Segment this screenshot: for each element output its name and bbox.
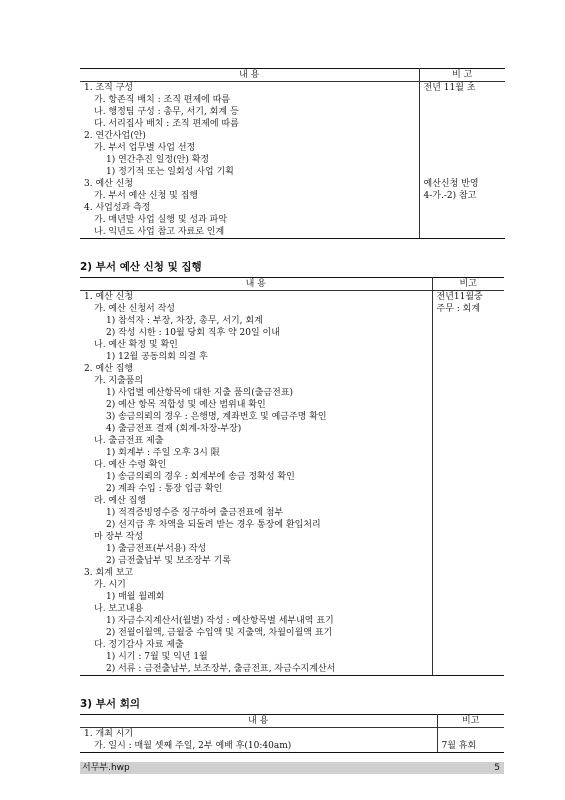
content-line: 3. 회계 보고 bbox=[84, 568, 134, 578]
content-line: 마 장부 작성 bbox=[94, 532, 144, 542]
content-line: 2) 금전출납부 및 보조장부 기록 bbox=[106, 556, 232, 566]
content-line: 1) 정기적 또는 일회성 사업 기획 bbox=[106, 167, 234, 177]
content-cell bbox=[80, 291, 432, 676]
content-line: 1. 조직 구성 bbox=[84, 83, 134, 93]
table-row bbox=[80, 142, 505, 154]
footer-filename: 서무부.hwp bbox=[82, 763, 130, 773]
content-line: 1) 자금수지계산서(월별) 작성 : 예산항목별 세부내역 표기 bbox=[106, 616, 334, 626]
content-line: 나. 출금전표 제출 bbox=[94, 436, 164, 446]
content-line: 나. 예산 확정 및 확인 bbox=[94, 340, 178, 350]
content-line: 1) 매월 월례회 bbox=[106, 592, 165, 602]
content-line: 4. 사업성과 측정 bbox=[84, 203, 151, 213]
content-line: 3. 예산 신청 bbox=[84, 179, 134, 189]
content-line: 1) 연간추진 일정(안) 확정 bbox=[106, 155, 210, 165]
content-line: 가. 시기 bbox=[94, 580, 126, 590]
content-header: 내 용 bbox=[80, 278, 432, 291]
table-row bbox=[80, 118, 505, 130]
content-line: 2) 예산 항목 적합성 및 예산 범위내 확인 bbox=[106, 400, 266, 410]
content-line: 나. 익년도 사업 참고 자료로 인계 bbox=[94, 227, 225, 237]
content-line: 가. 예산 신청서 작성 bbox=[94, 304, 175, 314]
content-line: 1) 시기 : 7월 및 익년 1월 bbox=[106, 652, 208, 662]
note-cell: 전년 11월 초 bbox=[423, 83, 476, 93]
organization-table bbox=[80, 68, 505, 239]
content-header: 내 용 bbox=[80, 715, 437, 728]
note-cell: 7월 휴회 bbox=[437, 740, 504, 753]
table-row bbox=[80, 82, 505, 95]
table-row bbox=[80, 740, 504, 753]
table-row bbox=[80, 178, 505, 190]
table-row bbox=[80, 106, 505, 118]
content-line: 2) 계좌 수입 : 통장 입금 확인 bbox=[106, 484, 223, 494]
content-line: 다. 정기감사 자료 제출 bbox=[94, 640, 184, 650]
table-row bbox=[80, 728, 504, 741]
note-cell bbox=[419, 166, 505, 178]
note-cell bbox=[437, 728, 504, 741]
section-title: 3) 부서 회의 bbox=[80, 698, 140, 710]
content-line: 1) 참석자 : 부장, 차장, 총무, 서기, 회계 bbox=[106, 316, 263, 326]
note-cell bbox=[419, 106, 505, 118]
note-cell: 전년11월중 주무 : 회계 bbox=[432, 291, 504, 676]
content-line: 2. 연간사업(안) bbox=[84, 131, 146, 141]
content-line: 1) 적격증빙영수증 징구하여 출금전표에 첨부 bbox=[106, 508, 284, 518]
table-row bbox=[80, 154, 505, 166]
section-title: 2) 부서 예산 신청 및 집행 bbox=[80, 261, 202, 273]
table-row bbox=[80, 130, 505, 142]
content-line: 나. 보고내용 bbox=[94, 604, 144, 614]
table-row bbox=[80, 190, 505, 202]
note-header: 비 고 bbox=[419, 69, 505, 82]
meeting-table bbox=[80, 714, 504, 753]
note-cell bbox=[419, 214, 505, 226]
content-line: 1) 회계부 : 주일 오후 3시 限 bbox=[106, 448, 220, 458]
table-row bbox=[80, 166, 505, 178]
content-line: 1) 사업별 예산항목에 대한 지출 품의(출금전표) bbox=[106, 388, 294, 398]
note-cell bbox=[419, 130, 505, 142]
content-line: 2) 서류 : 금전출납부, 보조장부, 출금전표, 자금수지계산서 bbox=[106, 664, 336, 674]
content-line: 나. 행정팀 구성 : 총무, 서기, 회계 등 bbox=[94, 107, 239, 117]
content-line: 가. 지출품의 bbox=[94, 376, 144, 386]
table-row bbox=[80, 214, 505, 226]
note-cell bbox=[419, 202, 505, 214]
content-line: 가. 부서 예산 신청 및 집행 bbox=[94, 191, 199, 201]
content-line: 3) 송금의뢰의 경우 : 은행명, 계좌번호 및 예금주명 확인 bbox=[106, 412, 327, 422]
content-lines bbox=[80, 291, 432, 675]
note-cell bbox=[419, 118, 505, 130]
table-row bbox=[80, 94, 505, 106]
note-cell bbox=[419, 142, 505, 154]
table-body bbox=[80, 728, 504, 753]
content-line: 1. 개최 시기 bbox=[84, 729, 134, 739]
content-line: 다. 예산 수령 확인 bbox=[94, 460, 167, 470]
note-cell bbox=[419, 226, 505, 239]
page-number: 5 bbox=[494, 763, 500, 773]
table-row bbox=[80, 226, 505, 239]
footer-bar bbox=[80, 762, 504, 774]
content-line: 2) 전월이월액, 금월중 수입액 및 지출액, 차월이월액 표기 bbox=[106, 628, 333, 638]
note-header: 비고 bbox=[432, 278, 504, 291]
note-cell bbox=[419, 154, 505, 166]
content-line: 2. 예산 집행 bbox=[84, 364, 134, 374]
table-body bbox=[80, 82, 505, 239]
content-line: 다. 서리집사 배치 : 조직 편제에 따름 bbox=[94, 119, 239, 129]
note-cell: 4-가.-2) 참고 bbox=[423, 191, 477, 201]
content-line: 가. 매년말 사업 실행 및 성과 파악 bbox=[94, 215, 228, 225]
note-header: 비고 bbox=[437, 715, 504, 728]
content-header: 내 용 bbox=[80, 69, 419, 82]
table-row bbox=[80, 202, 505, 214]
content-line: 가. 일시 : 매월 셋째 주일, 2부 예배 후(10:40am) bbox=[94, 741, 292, 751]
note-cell bbox=[419, 94, 505, 106]
content-line: 2) 선지급 후 차액을 되돌려 받는 경우 통장에 환입처리 bbox=[106, 520, 321, 530]
content-line: 라. 예산 집행 bbox=[94, 496, 147, 506]
content-line: 2) 작성 시한 : 10월 당회 직후 약 20일 이내 bbox=[106, 328, 280, 338]
content-line: 4) 출금전표 결재 (회계-차장-부장) bbox=[106, 424, 242, 434]
content-line: 1) 송금의뢰의 경우 : 회계부에 송금 정확성 확인 bbox=[106, 472, 295, 482]
content-line: 1) 12월 공동의회 의결 후 bbox=[106, 352, 208, 362]
content-line: 1) 출금전표(부서용) 작성 bbox=[106, 544, 207, 554]
content-line: 1. 예산 신청 bbox=[84, 292, 134, 302]
content-line: 가. 부서 업무별 사업 선정 bbox=[94, 143, 196, 153]
note-cell: 예산신청 반영 bbox=[423, 179, 479, 189]
content-line: 가. 항존직 배치 : 조직 편제에 따름 bbox=[94, 95, 231, 105]
budget-table bbox=[80, 277, 504, 676]
